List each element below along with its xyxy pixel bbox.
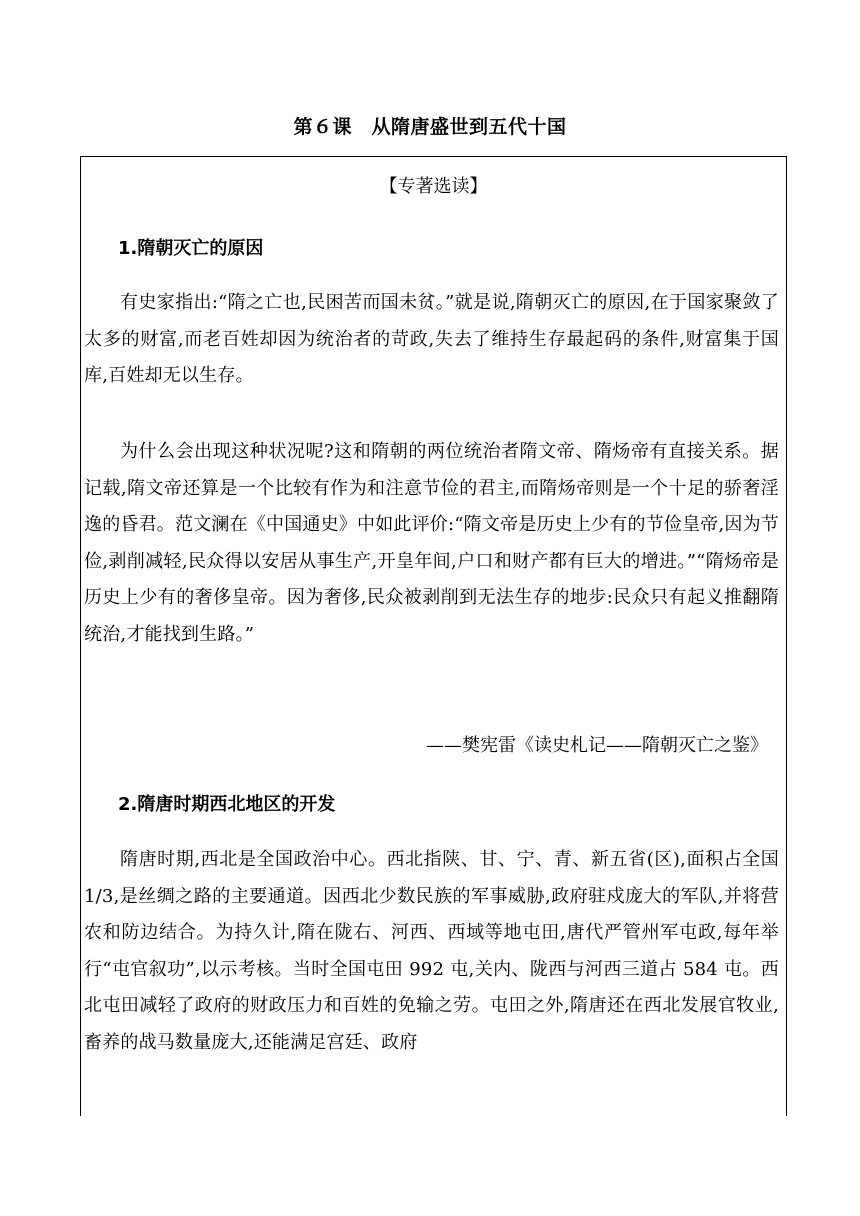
section-heading-1: 1.隋朝灭亡的原因 bbox=[118, 238, 264, 259]
paragraph-1-1: 有史家指出:“隋之亡也,民困苦而国未贫。”就是说,隋朝灭亡的原因,在于国家聚敛了太多的财富,而老百姓却因为统治者的苛政,失去了维持生存最起码的条件,财富集于国库,百姓却无以生存。 bbox=[84, 292, 779, 386]
section-heading-2: 2.隋唐时期西北地区的开发 bbox=[118, 794, 336, 815]
section-label: 【专著选读】 bbox=[379, 176, 488, 197]
paragraph-2-1: 隋唐时期,西北是全国政治中心。西北指陕、甘、宁、青、新五省(区),面积占全国 1/3,是丝绸之路的主要通道。因西北少数民族的军事威胁,政府驻戍庞大的军队,并将营农和防边结合。为持久计,隋在陇右、河西、西域等地屯田,唐代严管州军屯政,每年举行“屯官叙功”,以示考核。当时全国屯田 992 屯,关内、陇西与河西三道占 584 屯。西北屯田减轻了政府的财政压力和百姓的免输之劳。屯田之外,隋唐还在西北发展官牧业,畜养的战马数量庞大,还能满足宫廷、政府 bbox=[84, 849, 779, 1053]
page-title: 第６课 从隋唐盛世到五代十国 bbox=[293, 116, 567, 138]
paragraph-1-2: 为什么会出现这种状况呢?这和隋朝的两位统治者隋文帝、隋炀帝有直接关系。据记载,隋文帝还算是一个比较有作为和注意节俭的君主,而隋炀帝则是一个十足的骄奢淫逸的昏君。范文澜在《中国通史》中如此评价:“隋文帝是历史上少有的节俭皇帝,因为节俭,剥削减轻,民众得以安居从事生产,开皇年间,户口和财产都有巨大的增进。”“隋炀帝是历史上少有的奢侈皇帝。因为奢侈,民众被剥削到无法生存的地步:民众只有起义推翻隋统治,才能找到生路。” bbox=[84, 441, 779, 645]
source-citation: ——樊宪雷《读史札记——隋朝灭亡之鉴》 bbox=[426, 735, 768, 756]
